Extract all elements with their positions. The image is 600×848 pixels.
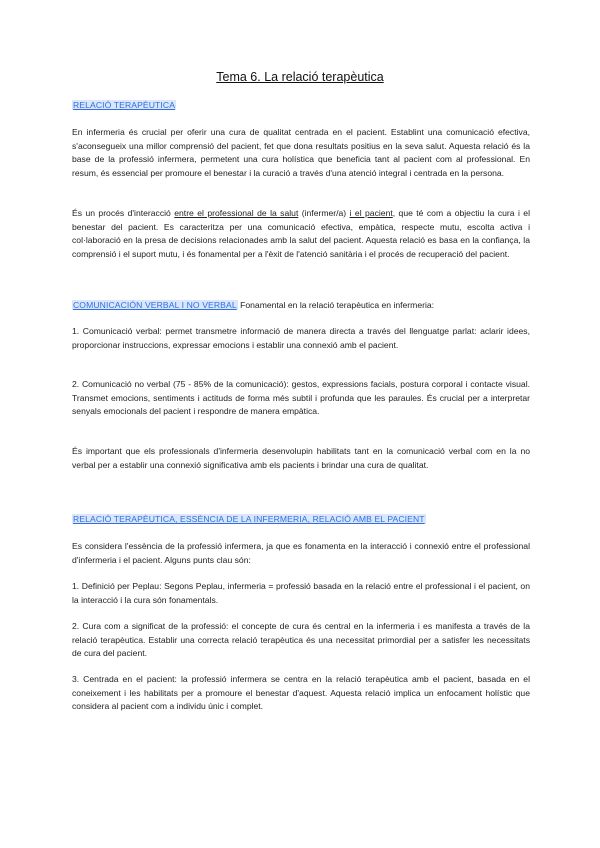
underlined-text: i el pacient <box>349 208 393 218</box>
text-run: (infermer/a) <box>298 208 350 218</box>
underlined-text: entre el professional de la salut <box>174 208 299 218</box>
paragraph: En infermeria és crucial per oferir una cura de qualitat centrada en el pacient. Establint una comunicació efectiva, s'aconsegueix una millor comprensió del pacient, fet que dona resultats positius en la seva salut. Aquesta relació és la base de la professió infermera, permetent una cura holística que beneficia tant al pacient com al professional. En resum, és essencial per promoure el benestar i la curació a través d'una atenció integral i centrada en la persona. <box>72 127 530 178</box>
paragraph: 1. Definició per Peplau: Segons Peplau, infermeria = professió basada en la relació entre el professional i el pacient, on la interacció i la cura són fonamentals. <box>72 581 530 605</box>
page-title: Tema 6. La relació terapèutica <box>216 70 384 84</box>
text-run: És un procés d'interacció <box>72 208 175 218</box>
paragraph: 2. Cura com a significat de la professió: el concepte de cura és central en la infermeria i es manifesta a través de la relació terapèutica. Establir una correcta relació terapèutica és una necessitat primordial per a satisfer les necessitats de cura del pacient. <box>72 621 530 658</box>
section-heading-relacio-terapeutica: RELACIÓ TERAPÈUTICA <box>73 100 176 110</box>
paragraph: 3. Centrada en el pacient: la professió infermera se centra en la relació terapèutica amb el pacient, basada en el coneixement i les habilitats per a promoure el benestar d'aquest. Aquesta relació implica un enfocament holístic que considera al pacient com a individu únic i complet. <box>72 674 530 711</box>
section-heading-comunicacio: COMUNICACIÓN VERBAL I NO VERBAL <box>73 300 237 310</box>
paragraph: 2. Comunicació no verbal (75 - 85% de la comunicació): gestos, expressions facials, postura corporal i contacte visual. Transmet emocions, sentiments i actituds de forma més subtil i profunda que les paraules. És crucial per a interpretar senyals emocionals del pacient i respondre de manera empàtica. <box>72 379 530 416</box>
text-run: , que té com a objectiu la cura i el benestar del pacient. Es caracteritza per una comunicació efectiva, empàtica, respecte mutu, escolta activa i col·laboració en la presa de decisions relacionades amb la salut del pacient. Aquesta relació es basa en la confiança, la comprensió i el suport mutu, i és fonamental per a l'èxit de l'atenció sanitària i el procés de recuperació del pacient. <box>72 208 530 259</box>
paragraph: 1. Comunicació verbal: permet transmetre informació de manera directa a través del llenguatge parlat: aclarir idees, proporcionar instruccions, expressar emocions i establir una connexió amb el pacient. <box>72 326 530 350</box>
paragraph: Es considera l'essència de la professió infermera, ja que es fonamenta en la interacció i connexió entre el professional d'infermeria i el pacient. Alguns punts clau són: <box>72 541 530 565</box>
section-heading-essencia: RELACIÓ TERAPÈUTICA, ESSÈNCIA DE LA INFERMERIA, RELACIÓ AMB EL PACIENT <box>73 514 425 524</box>
paragraph-definition <box>72 207 530 261</box>
section-heading-suffix: Fonamental en la relació terapèutica en infermeria: <box>237 300 435 310</box>
paragraph: És important que els professionals d'infermeria desenvolupin habilitats tant en la comunicació verbal com en la no verbal per a establir una connexió significativa amb els pacients i brindar una cura de qualitat. <box>72 446 530 470</box>
section-heading-line-comunicacio <box>72 300 542 310</box>
